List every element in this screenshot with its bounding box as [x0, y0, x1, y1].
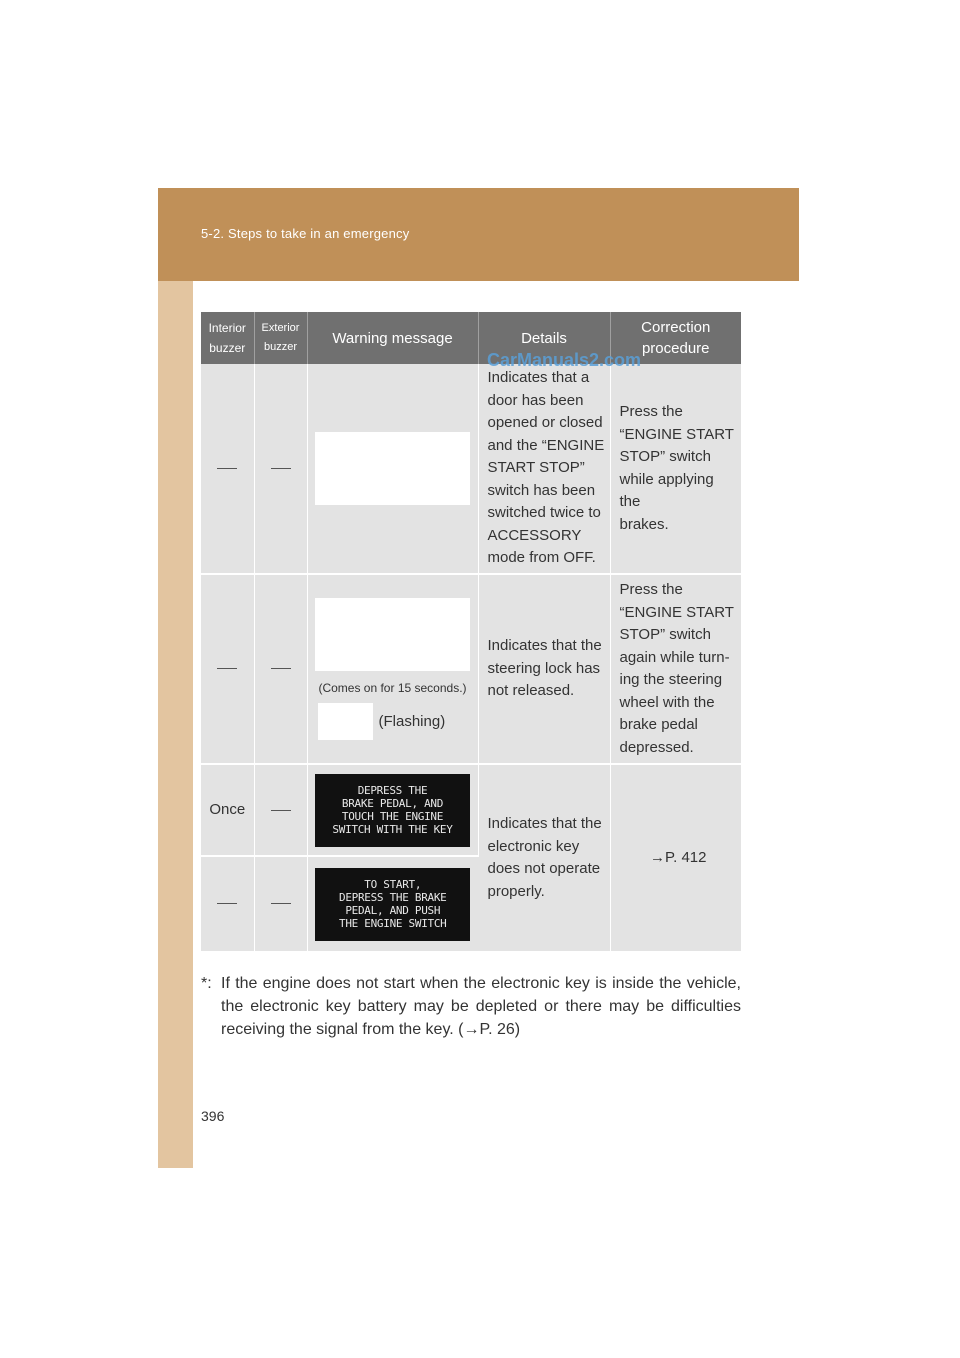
warning-display: TO START, DEPRESS THE BRAKE PEDAL, AND PUSH THE ENGINE SWITCH — [315, 868, 470, 941]
flashing-display — [318, 703, 373, 740]
table-row — [201, 764, 741, 856]
exterior-buzzer-cell — [254, 764, 307, 856]
warning-display — [315, 432, 470, 505]
correction-cell: Press the “ENGINE START STOP” switch again while turn- ing the steering wheel with the brake pedal depressed. — [610, 574, 741, 764]
warning-table — [201, 312, 741, 953]
details-cell: Indicates that the steering lock has not released. — [478, 574, 610, 764]
interior-buzzer-cell — [201, 856, 254, 952]
footnote — [201, 972, 741, 1041]
exterior-buzzer-cell — [254, 574, 307, 764]
dash-mark — [217, 468, 237, 469]
side-tab — [158, 188, 193, 1168]
header-details: Details — [478, 312, 610, 364]
table-header-row — [201, 312, 741, 364]
table-row — [201, 574, 741, 764]
warning-message-cell — [307, 364, 478, 574]
flashing-indicator — [308, 703, 478, 740]
details-cell: Indicates that the electronic key does not operate properly. — [478, 764, 610, 952]
details-cell: Indicates that a door has been opened or closed and the “ENGINE START STOP” switch has been switched twice to ACCESSORY mode from OFF. — [478, 364, 610, 574]
footnote-text: If the engine does not start when the electronic key is inside the vehicle, the electronic key battery may be depleted or there may be difficulties receiving the signal from the key. (→P. 26) — [221, 975, 741, 1038]
watermark: CarManuals2.com — [487, 350, 642, 370]
warning-message-cell — [307, 856, 478, 952]
page-reference: →P. 412 — [650, 848, 707, 866]
interior-buzzer-cell — [201, 364, 254, 574]
dash-mark — [271, 668, 291, 669]
interior-buzzer-cell: Once — [201, 764, 254, 856]
interior-buzzer-cell — [201, 574, 254, 764]
dash-mark — [217, 668, 237, 669]
header-interior-buzzer: Interior buzzer — [201, 312, 254, 364]
table-row — [201, 364, 741, 574]
exterior-buzzer-cell — [254, 364, 307, 574]
header-exterior-buzzer: Exterior buzzer — [254, 312, 307, 364]
flashing-label: (Flashing) — [378, 712, 446, 730]
page-number: 396 — [201, 1108, 225, 1124]
footnote-marker: *: — [201, 975, 212, 992]
display-duration-note: (Comes on for 15 seconds.) — [318, 680, 467, 695]
exterior-buzzer-cell — [254, 856, 307, 952]
correction-cell: Press the “ENGINE START STOP” switch while applying the brakes. — [610, 364, 741, 574]
dash-mark — [217, 903, 237, 904]
warning-display: DEPRESS THE BRAKE PEDAL, AND TOUCH THE ENGINE SWITCH WITH THE KEY — [315, 774, 470, 847]
header-warning-message: Warning message — [307, 312, 478, 364]
warning-message-cell — [307, 574, 478, 764]
header-correction-procedure: Correction procedure — [610, 312, 741, 364]
dash-mark — [271, 468, 291, 469]
section-title: 5-2. Steps to take in an emergency — [201, 226, 410, 241]
warning-display — [315, 598, 470, 671]
correction-cell — [610, 764, 741, 952]
dash-mark — [271, 903, 291, 904]
warning-message-cell — [307, 764, 478, 856]
dash-mark — [271, 810, 291, 811]
